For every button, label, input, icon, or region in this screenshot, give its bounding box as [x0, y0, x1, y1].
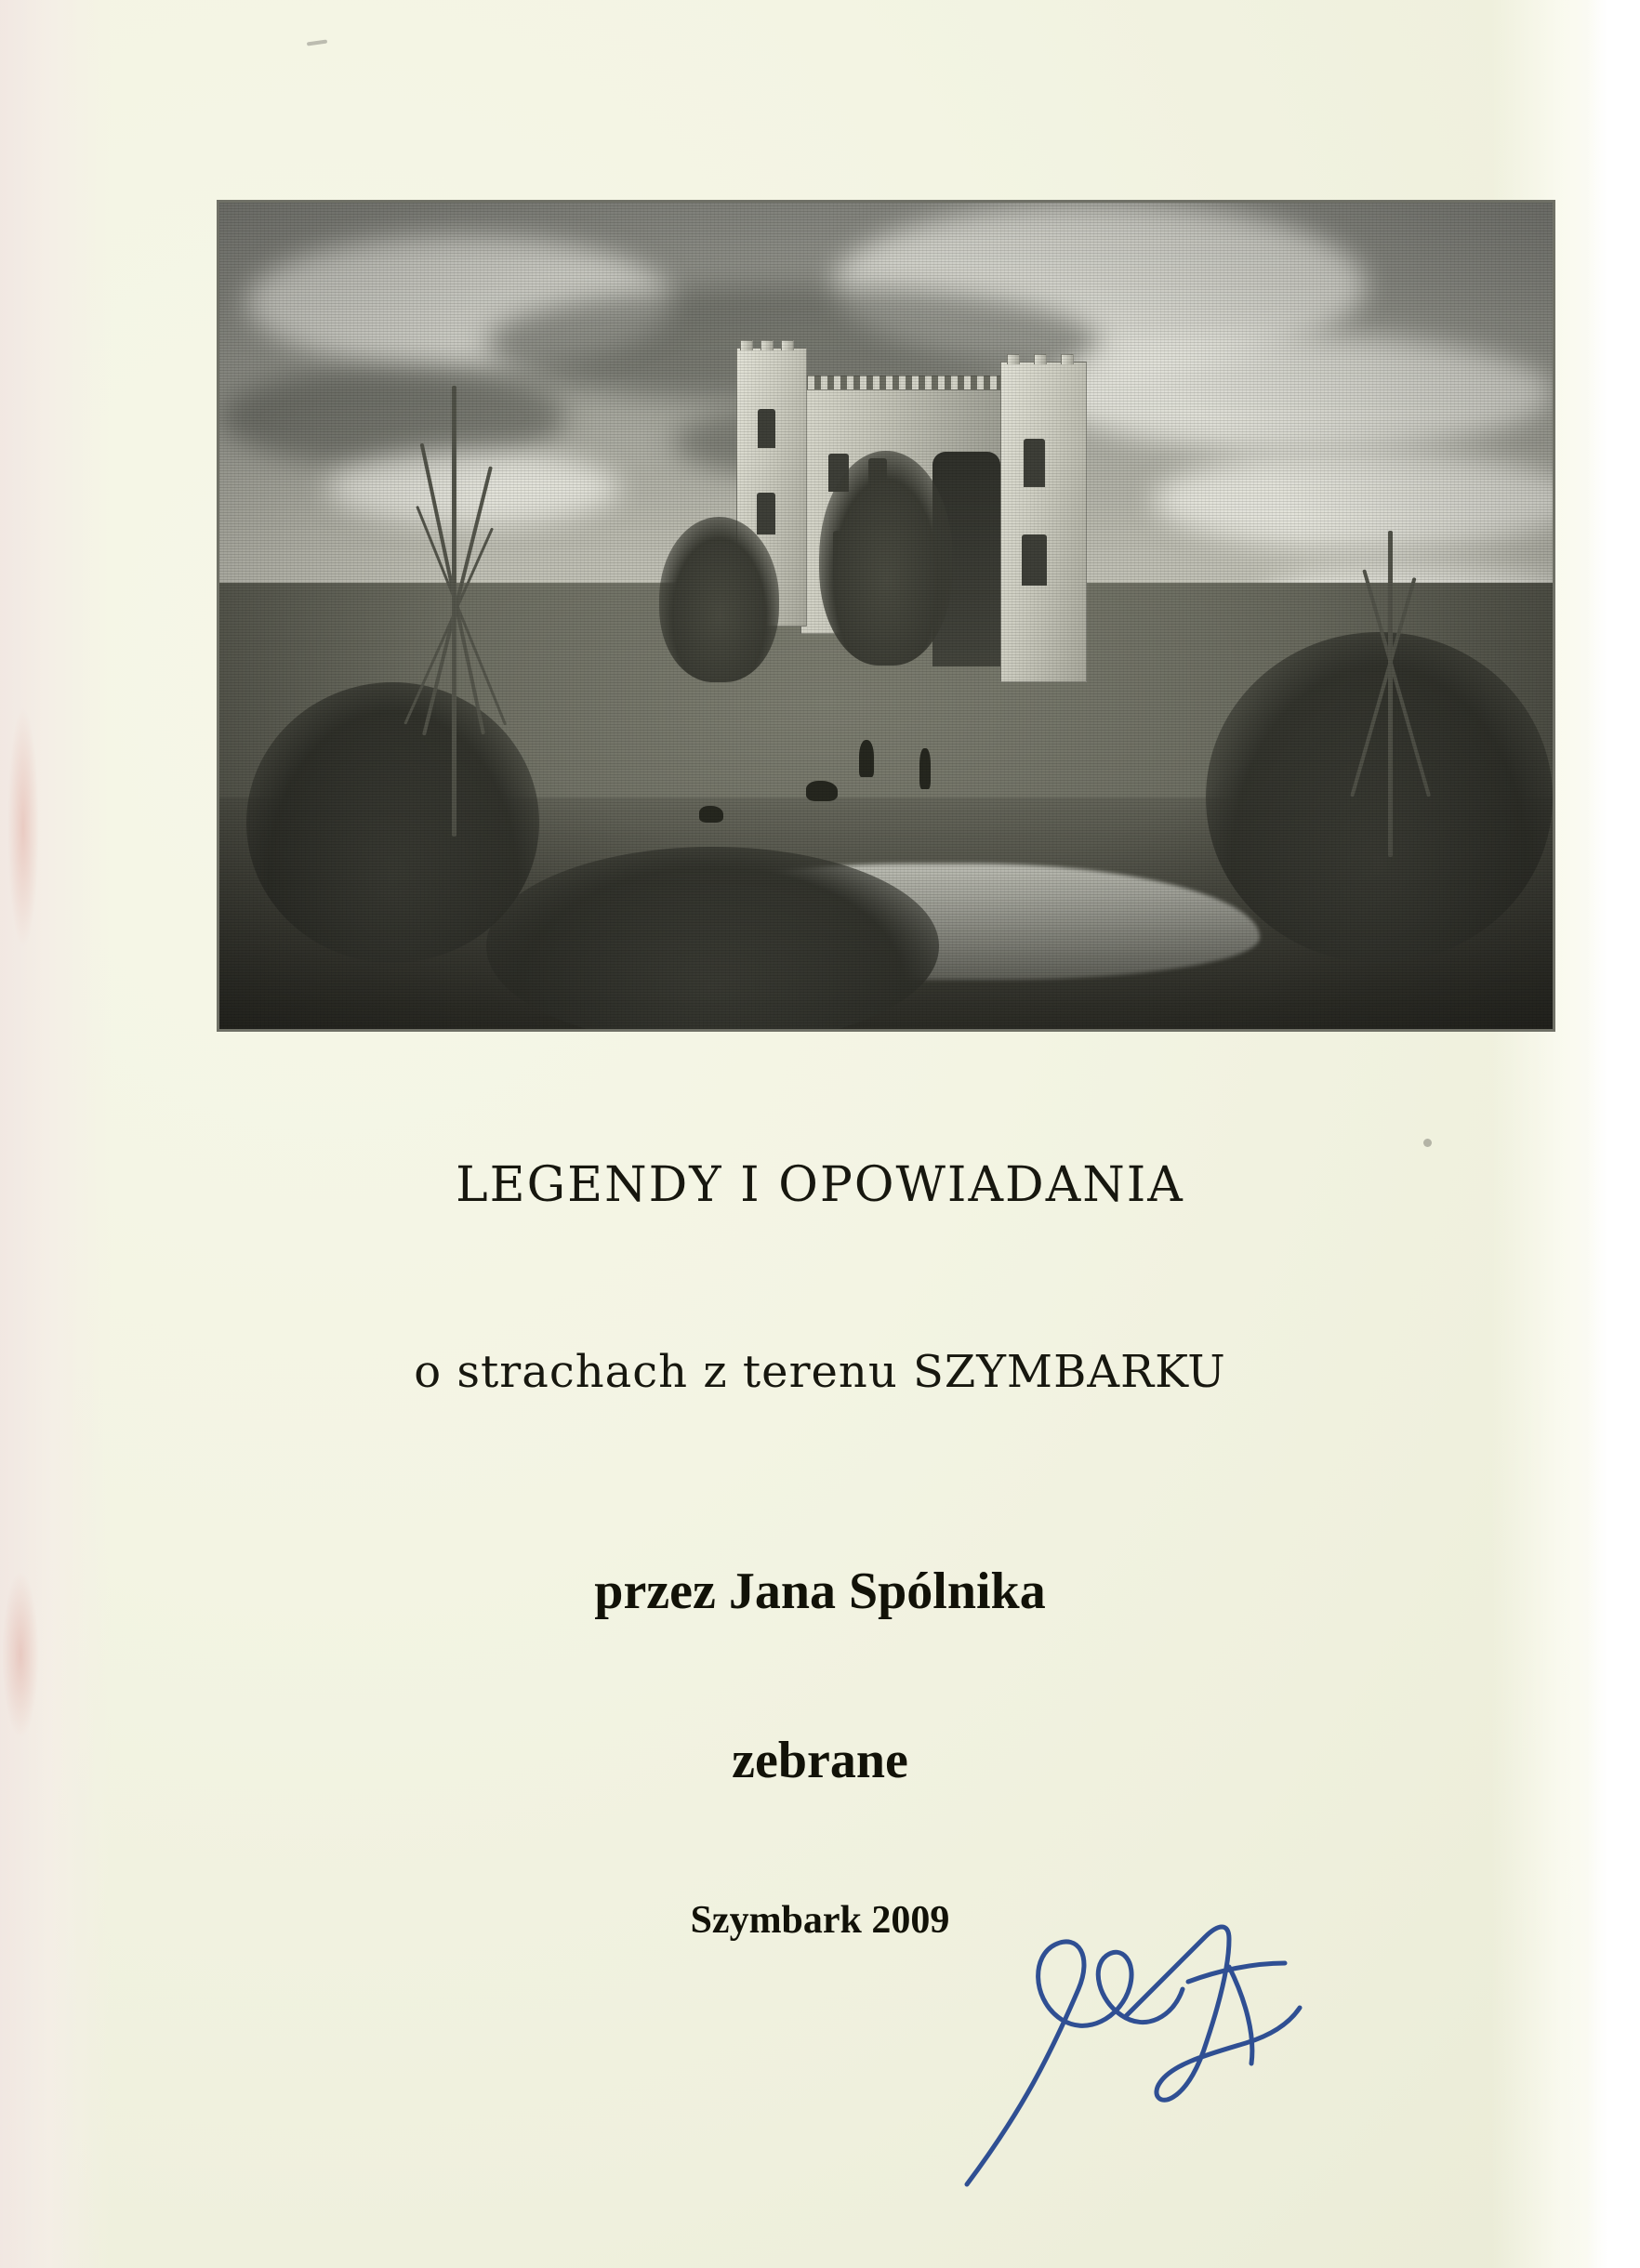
title-line-secondary: o strachach z terenu SZYMBARKU: [414, 1346, 1226, 1398]
title-line-primary: LEGENDY I OPOWIADANIA: [456, 1157, 1184, 1213]
scan-speck-top: [307, 39, 327, 46]
author-byline: przez Jana Spólnika: [594, 1563, 1046, 1620]
imprint-place-year: Szymbark 2009: [690, 1899, 950, 1942]
cover-illustration: [217, 200, 1555, 1032]
collected-label: zebrane: [732, 1732, 908, 1789]
paper-stain-upper-left: [7, 706, 39, 948]
handwritten-signature: [939, 1878, 1329, 2212]
engraving-vignette: [219, 203, 1553, 1029]
scan-speck-right: [1423, 1139, 1432, 1147]
